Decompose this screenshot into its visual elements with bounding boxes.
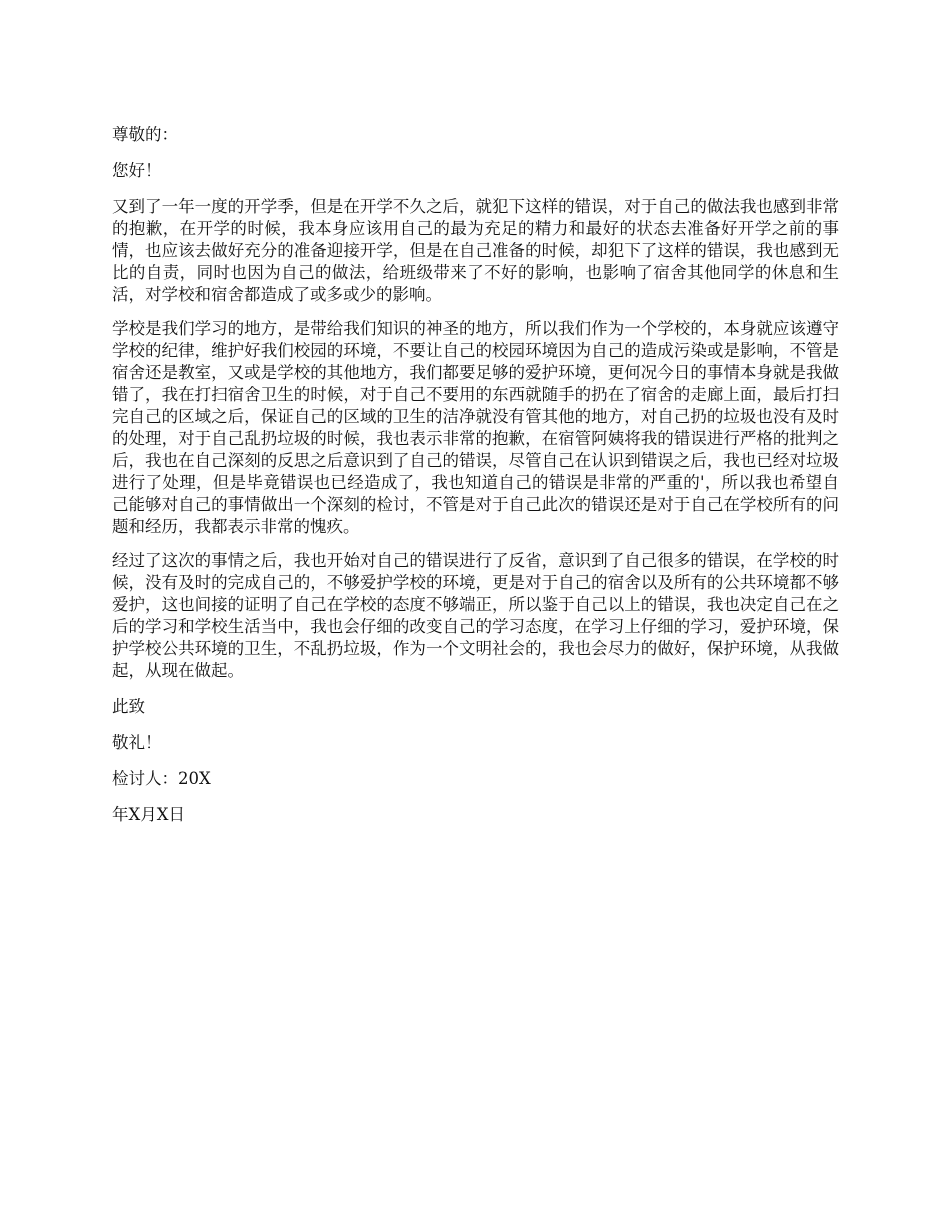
closing-salute: 敬礼！ <box>112 733 162 752</box>
closing-regards: 此致 <box>112 697 145 716</box>
body-paragraph-3: 经过了这次的事情之后，我也开始对自己的错误进行了反省，意识到了自己很多的错误，在学校的时候，没有及时的完成自己的，不够爱护学校的环境，更是对于自己的宿舍以及所有的公共环境都不够爱护，这也间接的证明了自己在学校的态度不够端正，所以鉴于自己以上的错误，我也决定自己在之后的学习和学校生活当中，我也会仔细的改变自己的学习态度，在学习上仔细的学习，爱护环境，保护学校公共环境的卫生，不乱扔垃圾，作为一个文明社会的，我也会尽力的做好，保护环境，从我做起，从现在做起。 <box>112 551 839 680</box>
greeting: 您好！ <box>112 161 162 180</box>
salutation: 尊敬的： <box>112 125 178 144</box>
date: 年X月X日 <box>112 805 185 824</box>
body-paragraph-1: 又到了一年一度的开学季，但是在开学不久之后，就犯下这样的错误，对于自己的做法我也感到非常的抱歉，在开学的时候，我本身应该用自己的最为充足的精力和最好的状态去准备好开学之前的事情，也应该去做好充分的准备迎接开学，但是在自己准备的时候，却犯下了这样的错误，我也感到无比的自责，同时也因为自己的做法，给班级带来了不好的影响，也影响了宿舍其他同学的休息和生活，对学校和宿舍都造成了或多或少的影响。 <box>112 197 839 304</box>
body-paragraph-2: 学校是我们学习的地方，是带给我们知识的神圣的地方，所以我们作为一个学校的，本身就应该遵守学校的纪律，维护好我们校园的环境，不要让自己的校园环境因为自己的造成污染或是影响，不管是宿舍还是教室，又或是学校的其他地方，我们都要足够的爱护环境，更何况今日的事情本身就是我做错了，我在打扫宿舍卫生的时候，对于自己不要用的东西就随手的扔在了宿舍的走廊上面，最后打扫完自己的区域之后，保证自己的区域的卫生的洁净就没有管其他的地方，对自己扔的垃圾也没有及时的处理，对于自己乱扔垃圾的时候，我也表示非常的抱歉，在宿管阿姨将我的错误进行严格的批判之后，我也在自己深刻的反思之后意识到了自己的错误，尽管自己在认识到错误之后，我也已经对垃圾进行了处理，但是毕竟错误也已经造成了，我也知道自己的错误是非常的严重的'，所以我也希望自己能够对自己的事情做出一个深刻的检讨，不管是对于自己此次的错误还是对于自己在学校所有的问题和经历，我都表示非常的愧疚。 <box>112 319 839 536</box>
signer: 检讨人：20X <box>112 769 211 788</box>
letter-document <box>112 124 839 826</box>
